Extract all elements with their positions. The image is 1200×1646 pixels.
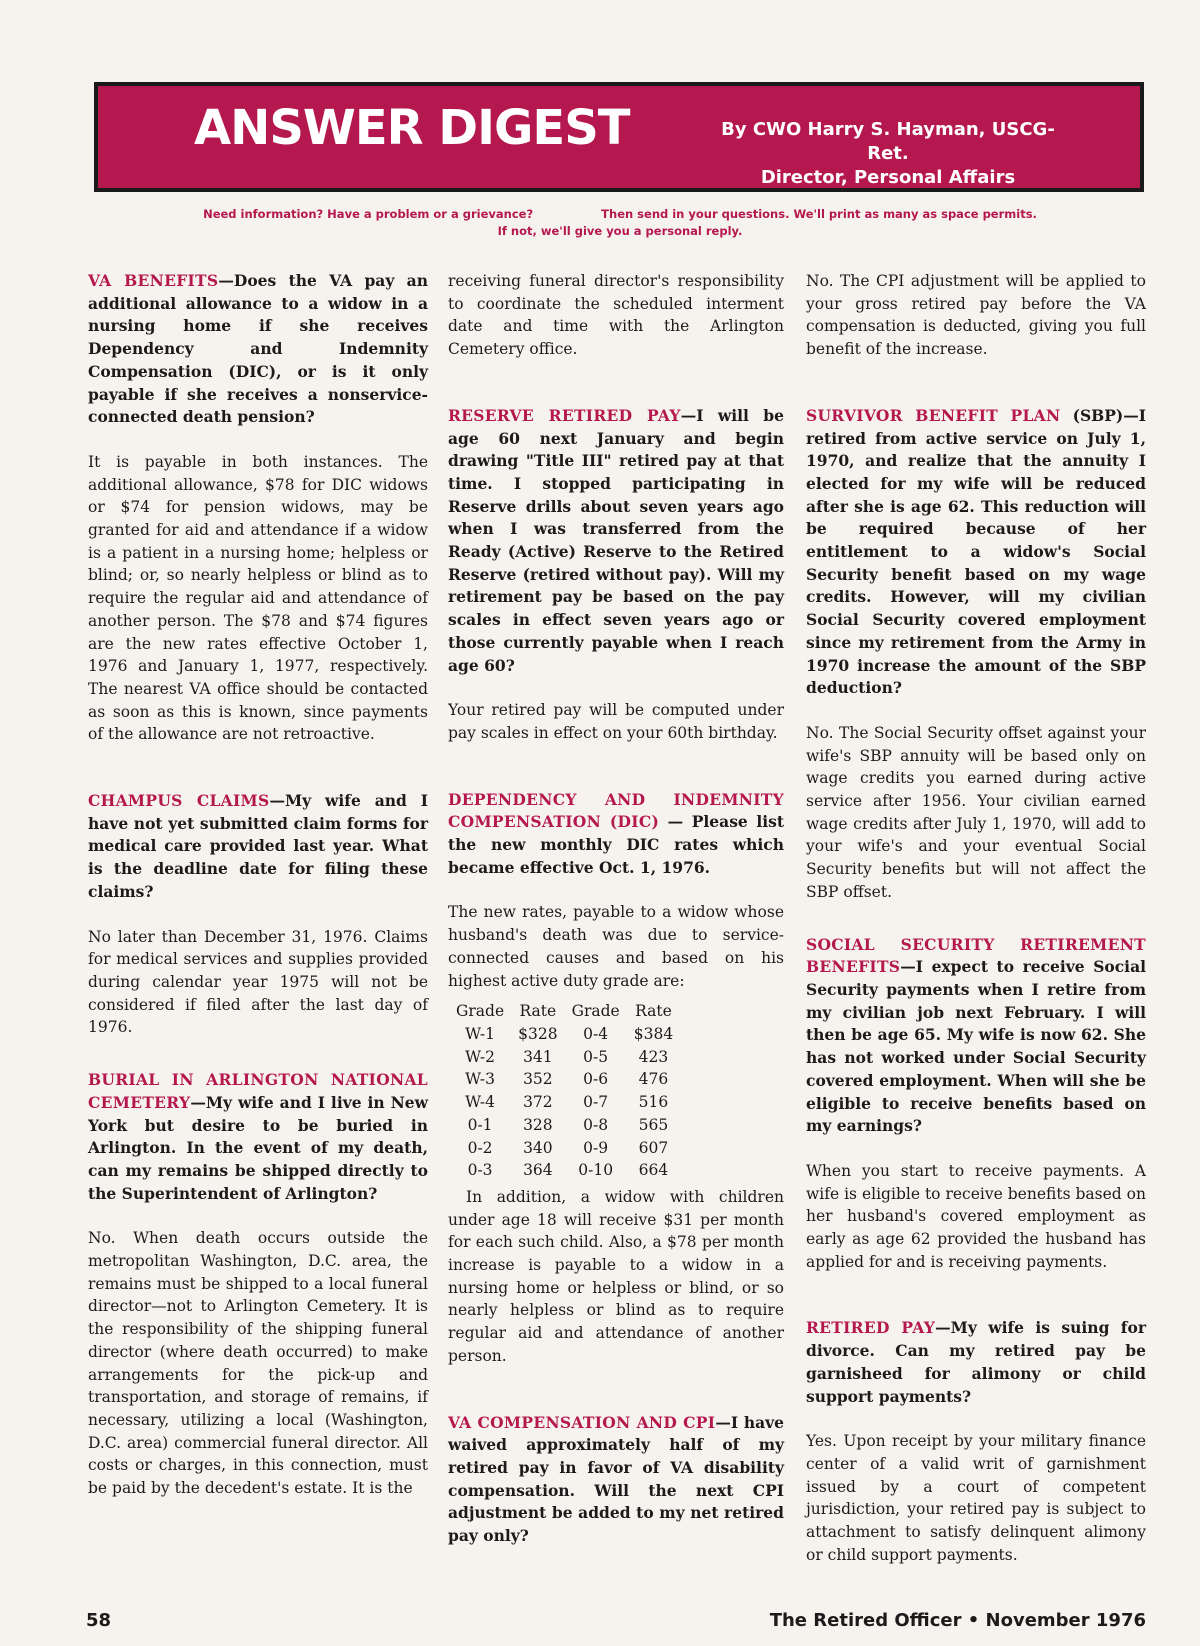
table-row	[456, 1091, 687, 1114]
table-cell: 328	[523, 1115, 553, 1134]
table-cell: 0-7	[583, 1093, 609, 1112]
topic-label: VA BENEFITS	[88, 271, 219, 290]
answer-va-cpi: No. The CPI adjustment will be applied to your gross retired pay before the VA compensation is deducted, giving you full benefit of the increase.	[806, 272, 1146, 359]
table-cell: 0-8	[583, 1115, 609, 1134]
topic-label: SURVIVOR BENEFIT PLAN	[806, 405, 1061, 425]
question-text: —My wife and I live in New York but desire to be buried in Arlington. In the event of my death, can my remains be shipped directly to the Superintendent of Arlington?	[88, 1092, 428, 1203]
table-cell: 341	[523, 1047, 553, 1066]
question-text: —I have waived approximately half of my retired pay in favor of VA disability compensation. Will the next CPI adjustment be added to my net retired pay only?	[448, 1412, 785, 1546]
question-text: —My wife and I have not yet submitted claim forms for medical care provided last year. What is the deadline date for filing these claims?	[88, 791, 429, 901]
question-va-benefits	[88, 270, 428, 429]
table-cell: 0-2	[467, 1138, 493, 1157]
subhead-line-1	[100, 206, 1140, 223]
column-header: Grade	[456, 1002, 505, 1021]
byline-role: Director, Personal Affairs	[760, 167, 1016, 188]
answer-sbp: No. The Social Security offset against your wife's SBP annuity will be based only on wage credits you earned during active service after 1956. Your civilian earned wage credits after July 1, 1970, will add to your wife's and your eventual Social Security benefits but will not affect the SBP offset.	[806, 723, 1146, 901]
column-2	[448, 270, 784, 1548]
table-cell: 423	[638, 1047, 669, 1066]
question-text: —Does the VA pay an additional allowance to a widow in a nursing home if she receives Dependency and Indemnity Compensation (DIC), or is it only payable if she receives a nonservice-connected death pension?	[88, 271, 428, 427]
question-reserve-retired-pay	[448, 405, 784, 677]
byline	[708, 118, 1068, 190]
table-cell: 372	[523, 1093, 553, 1112]
table-cell: 0-10	[578, 1161, 614, 1180]
answer-burial-part-2: receiving funeral director's responsibility to coordinate the scheduled interment date and time with the Arlington Cemetery office.	[448, 272, 784, 359]
answer-dic: The new rates, payable to a widow whose husband's death was due to service-connected causes and based on his highest active duty grade are:	[448, 903, 784, 990]
table-cell: 364	[523, 1161, 553, 1180]
table-cell: 0-6	[583, 1070, 609, 1089]
dic-rates-table	[456, 1000, 687, 1182]
answer-social-security: When you start to receive payments. A wife is eligible to receive benefits based on her husband's covered employment as early as age 62 provided the husband has applied for and is receiving payments.	[806, 1161, 1146, 1271]
subhead-prompt: Need information? Have a problem or a grievance?	[203, 207, 534, 221]
byline-author: By CWO Harry S. Hayman, USCG-Ret.	[721, 119, 1055, 164]
table-cell: 0-5	[583, 1047, 609, 1066]
table-cell: 565	[638, 1115, 669, 1134]
table-cell: 352	[523, 1070, 553, 1089]
table-row	[456, 1114, 687, 1137]
question-sbp	[806, 405, 1146, 700]
table-cell: 0-3	[467, 1161, 493, 1180]
subhead	[100, 206, 1140, 240]
question-burial	[88, 1069, 428, 1205]
column-header: Rate	[635, 1002, 672, 1021]
table-cell: $328	[518, 1024, 558, 1043]
topic-label: DEPENDENCY AND INDEMNITY COMPENSATION (DIC)	[448, 789, 784, 832]
column-header: Rate	[519, 1002, 557, 1021]
topic-label: RESERVE RETIRED PAY	[448, 405, 681, 425]
table-cell: W-3	[465, 1070, 496, 1089]
page-number: 58	[86, 1610, 112, 1631]
question-text: —I will be age 60 next January and begin drawing "Title III" retired pay at that time. I stopped participating in Reserve drills about seven years ago when I was transferred from the Ready (Active) Reserve to the Retired Reserve (retired without pay). Will my retirement pay be based on the pay scales in effect seven years ago or those currently payable when I reach age 60?	[448, 405, 784, 675]
table-cell: 0-4	[583, 1024, 609, 1043]
table-row	[456, 1159, 687, 1182]
table-cell: W-2	[465, 1047, 496, 1066]
topic-label: BURIAL IN ARLINGTON NATIONAL CEMETERY	[88, 1070, 428, 1112]
header-banner	[94, 82, 1144, 192]
column-header: Grade	[571, 1002, 620, 1021]
table-cell: W-4	[465, 1093, 496, 1112]
question-retired-pay	[806, 1317, 1146, 1408]
table-cell: $384	[633, 1024, 674, 1043]
table-row	[456, 1046, 687, 1069]
question-text: —My wife is suing for divorce. Can my retired pay be garnisheed for alimony or child support payments?	[806, 1318, 1146, 1406]
column-3	[806, 270, 1146, 1566]
answer-dic-addendum: In addition, a widow with children under age 18 will receive $31 per month for each such child. Also, a $78 per month increase is payable to a widow in a nursing home or helpless or blind, or so nearly helpless or blind as to require regular aid and attendance of another person.	[448, 1187, 784, 1365]
table-row	[456, 1137, 687, 1160]
topic-label: SOCIAL SECURITY RETIREMENT BENEFITS	[806, 934, 1146, 977]
table-row	[456, 1068, 687, 1091]
answer-reserve-retired-pay: Your retired pay will be computed under pay scales in effect on your 60th birthday.	[448, 701, 784, 742]
question-text: (SBP)—I retired from active service on July 1, 1970, and realize that the annuity I elected for my wife will be reduced after she is age 62. This reduction will be required because of her entitlement to a widow's Social Security benefit based on my wage credits. However, will my civilian Social Security covered employment since my retirement from the Army in 1970 increase the amount of the SBP deduction?	[806, 405, 1146, 698]
table-cell: 516	[638, 1093, 669, 1112]
question-text: —I expect to receive Social Security payments when I retire from my civilian job next February. I will then be age 65. My wife is now 62. She has not worked under Social Security covered employment. When will she be eligible to receive benefits based on my earnings?	[806, 957, 1146, 1136]
answer-retired-pay: Yes. Upon receipt by your military finance center of a valid writ of garnishment issued by a court of competent jurisdiction, your retired pay is subject to attachment to satisfy delinquent alimony or child support payments.	[806, 1432, 1146, 1564]
table-cell: 0-1	[467, 1115, 493, 1134]
answer-burial-part-1: No. When death occurs outside the metropolitan Washington, D.C. area, the remains must be shipped to a local funeral director—not to Arlington Cemetery. It is the responsibility of the shipping funeral director (where death occurred) to make arrangements for the pick-up and transportation, and storage of remains, if necessary, utilizing a local (Washington, D.C. area) commercial funeral director. All costs or charges, in this connection, must be paid by the decedent's estate. It is the	[88, 1229, 428, 1498]
table-cell: 664	[638, 1161, 669, 1180]
question-dic	[448, 789, 784, 880]
table-cell: 340	[523, 1138, 553, 1157]
table-row	[456, 1023, 687, 1046]
question-va-cpi	[448, 1412, 784, 1548]
question-social-security	[806, 934, 1146, 1138]
table-cell: 607	[638, 1138, 669, 1157]
answer-champus: No later than December 31, 1976. Claims for medical services and supplies provided during calendar year 1975 will not be considered if filed after the last day of 1976.	[88, 927, 428, 1037]
table-cell: W-1	[465, 1024, 496, 1043]
publication-line: The Retired Officer • November 1976	[769, 1610, 1146, 1631]
masthead-title: ANSWER DIGEST	[194, 100, 630, 156]
answer-va-benefits: It is payable in both instances. The additional allowance, $78 for DIC widows or $74 for pension widows, may be granted for aid and attendance if a widow is a patient in a nursing home; helpless or blind; or, so nearly helpless or blind as to require the regular aid and attendance of another person. The $78 and $74 figures are the new rates effective October 1, 1976 and January 1, 1977, respectively. The nearest VA office should be contacted as soon as this is known, since payments of the allowance are not retroactive.	[88, 452, 428, 744]
subhead-line-2: If not, we'll give you a personal reply.	[497, 224, 743, 238]
topic-label: CHAMPUS CLAIMS	[88, 791, 270, 811]
question-champus	[88, 790, 428, 904]
topic-label: VA COMPENSATION AND CPI	[448, 1412, 716, 1432]
question-text: — Please list the new monthly DIC rates which became effective Oct. 1, 1976.	[448, 812, 785, 877]
subhead-invite: Then send in your questions. We'll print as many as space permits.	[601, 207, 1037, 221]
table-cell: 476	[638, 1070, 669, 1089]
column-1	[88, 270, 428, 1500]
topic-label: RETIRED PAY	[806, 1318, 936, 1338]
table-cell: 0-9	[583, 1138, 609, 1157]
table-header-row	[456, 1000, 687, 1023]
